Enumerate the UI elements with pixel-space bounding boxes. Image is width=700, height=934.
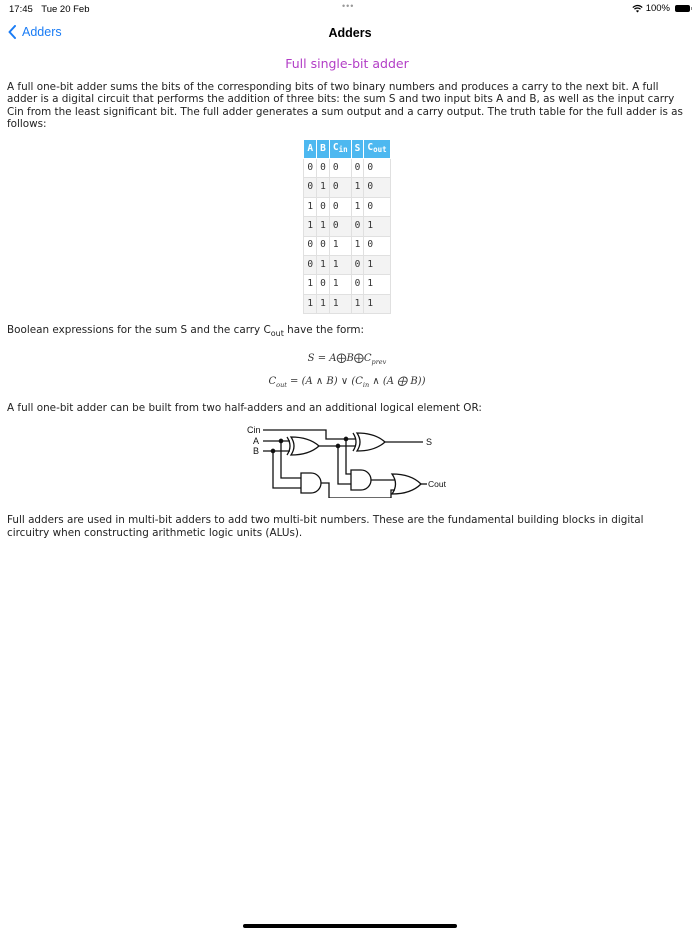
cell: 0 xyxy=(351,255,364,274)
cell: 1 xyxy=(351,197,364,216)
table-row xyxy=(304,197,390,216)
nav-title: Adders xyxy=(328,26,372,40)
cell: 1 xyxy=(364,217,390,236)
table-row xyxy=(304,255,390,274)
table-row xyxy=(304,275,390,294)
cell: 1 xyxy=(351,236,364,255)
cell: 0 xyxy=(364,158,390,177)
battery-icon xyxy=(675,5,690,12)
header-cout: $C_{out}$ xyxy=(364,139,390,158)
cell: 1 xyxy=(317,294,330,313)
cell: 0 xyxy=(329,217,351,236)
cell: 0 xyxy=(304,178,317,197)
table-row xyxy=(304,158,390,177)
navigation-bar xyxy=(0,20,700,48)
sum-formula: $S = A⨁B⨁C_{prev}$ xyxy=(307,352,387,366)
status-time-date xyxy=(9,4,95,15)
multitasking-dots[interactable]: ••• xyxy=(342,1,355,11)
battery-percent: 100% xyxy=(645,3,670,14)
label-cin: Cin xyxy=(247,425,261,436)
article-content xyxy=(7,58,687,540)
cell: 0 xyxy=(317,236,330,255)
truth-table-header xyxy=(304,139,390,158)
cell: 0 xyxy=(364,197,390,216)
cell: 1 xyxy=(317,178,330,197)
cell: 0 xyxy=(351,217,364,236)
header-cin: $C_{in}$ xyxy=(329,139,351,158)
header-s: S xyxy=(351,139,364,158)
status-time: 17:45 xyxy=(9,4,33,15)
closing-paragraph: Full adders are used in multi-bit adders to add two multi-bit numbers. These are the fundamental building blocks in digital circuitry when constructing arithmetic logic units (ALUs). xyxy=(7,514,644,540)
cell: 1 xyxy=(364,255,390,274)
cell: 1 xyxy=(304,197,317,216)
cell: 1 xyxy=(351,178,364,197)
cell: 1 xyxy=(304,294,317,313)
cell: 0 xyxy=(329,197,351,216)
status-date: Tue 20 Feb xyxy=(41,4,90,15)
cell: 0 xyxy=(317,158,330,177)
cell: 1 xyxy=(329,255,351,274)
intro-paragraph: A full one-bit adder sums the bits of the corresponding bits of two binary numbers and produces a carry to the next bit. A full adder is a digital circuit that performs the addition of three bits: the sum S and two input bits A and B, as well as the input carry Cin from the least significant bit. The full adder generates a sum output and a carry output. The truth table for the full adder is as follows: xyxy=(7,80,683,131)
cell: 0 xyxy=(304,158,317,177)
table-row xyxy=(304,178,390,197)
cell: 1 xyxy=(317,255,330,274)
cell: 1 xyxy=(351,294,364,313)
cell: 1 xyxy=(304,217,317,236)
cell: 1 xyxy=(317,217,330,236)
carry-formula: $C_{out} = (A$ ∧ B) ∨ ($C_{in}$ ∧ (A ⨁ B)) xyxy=(268,376,426,390)
cell: 1 xyxy=(329,236,351,255)
status-indicators xyxy=(632,3,690,14)
cell: 0 xyxy=(351,158,364,177)
table-row xyxy=(304,217,390,236)
full-adder-circuit-diagram xyxy=(243,420,453,498)
cell: 0 xyxy=(317,275,330,294)
cell: 0 xyxy=(351,275,364,294)
label-a: A xyxy=(253,436,260,447)
circuit-intro: A full one-bit adder can be built from two half-adders and an additional logical element OR: xyxy=(7,401,482,414)
table-row xyxy=(304,294,390,313)
truth-table xyxy=(303,139,390,314)
wifi-icon xyxy=(632,4,643,13)
back-button-label: Adders xyxy=(22,25,62,39)
cell: 1 xyxy=(364,275,390,294)
cell: 0 xyxy=(329,178,351,197)
cell: 1 xyxy=(364,294,390,313)
cell: 1 xyxy=(329,294,351,313)
cell: 0 xyxy=(329,158,351,177)
page-heading: Full single-bit adder xyxy=(285,56,409,71)
status-bar xyxy=(0,0,700,18)
cell: 1 xyxy=(304,275,317,294)
header-b: B xyxy=(317,139,330,158)
label-cout: Cout xyxy=(428,479,446,490)
table-row xyxy=(304,236,390,255)
label-b: B xyxy=(253,446,260,457)
cell: 0 xyxy=(364,178,390,197)
cell: 0 xyxy=(304,236,317,255)
label-s: S xyxy=(426,437,433,448)
boolean-intro: Boolean expressions for the sum S and the carry $C_{out}$ have the form: xyxy=(7,324,365,339)
home-indicator[interactable] xyxy=(243,924,457,928)
cell: 0 xyxy=(304,255,317,274)
cell: 0 xyxy=(364,236,390,255)
cell: 0 xyxy=(317,197,330,216)
header-a: A xyxy=(304,139,317,158)
cell: 1 xyxy=(329,275,351,294)
